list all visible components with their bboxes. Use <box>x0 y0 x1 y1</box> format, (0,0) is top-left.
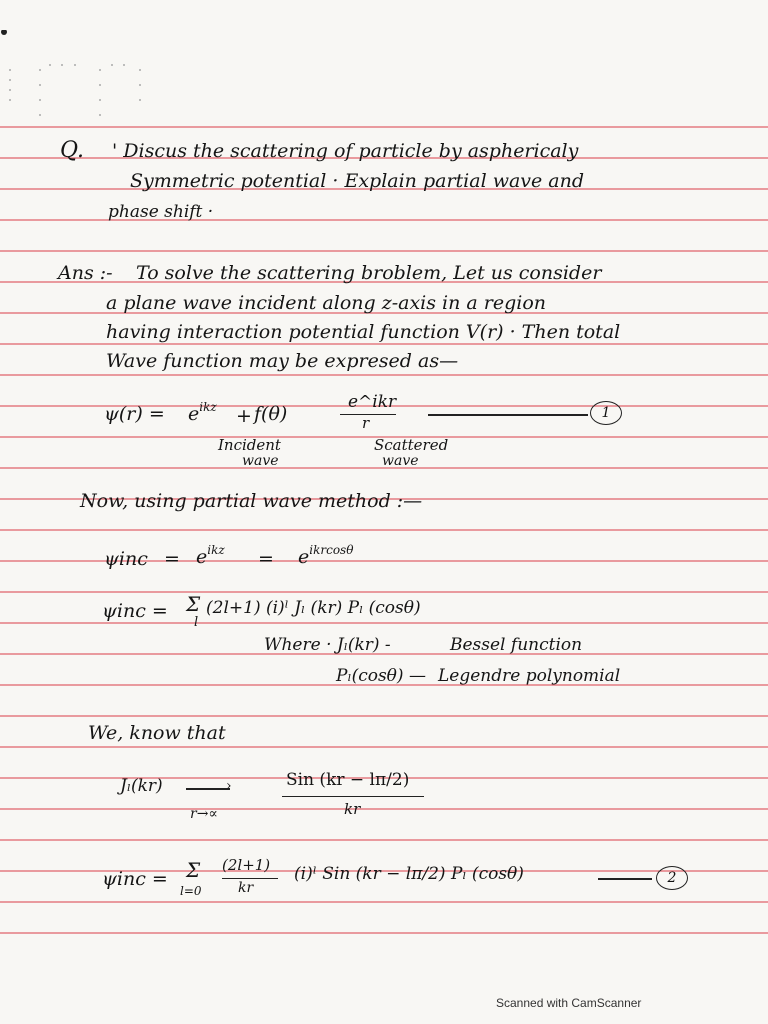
eq2-frac-den: kr <box>238 880 254 896</box>
limit-den: kr <box>344 800 361 818</box>
eq1-incident-wave: wave <box>242 453 279 469</box>
eq2-lhs: ψinc = <box>102 868 168 890</box>
eq-inc2-lhs: ψinc = <box>102 600 168 622</box>
where-line-2a: Pₗ(cosθ) — <box>336 666 426 686</box>
eq-inc2-body: (2l+1) (i)ˡ Jₗ (kr) Pₗ (cosθ) <box>206 598 421 618</box>
where-line-1a: Where · Jₗ(kr) - <box>264 635 391 655</box>
limit-arrowhead: › <box>226 778 232 794</box>
limit-frac-bar <box>282 796 424 797</box>
answer-label: Ans :- <box>58 262 113 284</box>
limit-num: Sin (kr − lπ/2) <box>286 770 410 790</box>
eq1-number: 1 <box>590 401 622 425</box>
faint-dots <box>0 30 160 130</box>
eq2-frac-num: (2l+1) <box>222 856 271 874</box>
eq1-lhs: ψ(r) = <box>104 403 165 425</box>
eq-inc2-sum: Σ <box>186 592 201 616</box>
answer-line-1: To solve the scattering broblem, Let us consider <box>136 262 602 284</box>
limit-under: r→∝ <box>190 806 218 822</box>
eq1-incident: Incident <box>218 436 281 454</box>
eq-inc2-sum-sub: l <box>194 615 199 630</box>
method-line: Now, using partial wave method :— <box>80 490 423 512</box>
question-line-1: ' Discus the scattering of particle by asphericaly <box>112 140 579 162</box>
question-label: Q. <box>60 138 84 163</box>
eq1-scattered: Scattered <box>374 436 449 454</box>
eq2-body: (i)ˡ Sin (kr − lπ/2) Pₗ (cosθ) <box>294 864 524 884</box>
question-line-3: phase shift · <box>108 202 214 222</box>
eq1-term2: f(θ) <box>254 403 288 425</box>
answer-line-3: having interaction potential function V(r) · Then total <box>106 321 621 343</box>
know-line: We, know that <box>88 722 226 744</box>
eq1-frac-den: r <box>362 414 370 432</box>
question-line-2: Symmetric potential · Explain partial wave and <box>130 170 585 192</box>
eq-inc1-eq2: = <box>258 548 274 570</box>
eq2-sum-sub: l=0 <box>180 884 202 898</box>
limit-arrow <box>186 788 230 790</box>
eq2-number-line <box>598 878 652 880</box>
answer-line-2: a plane wave incident along z-axis in a region <box>106 292 546 314</box>
eq2-sum: Σ <box>186 858 201 882</box>
where-line-1b: Bessel function <box>450 635 583 655</box>
eq2-number: 2 <box>656 866 688 890</box>
eq1-term1: $e^{ikz}$ <box>188 400 217 425</box>
eq1-scattered-wave: wave <box>382 453 419 469</box>
where-line-2b: Legendre polynomial <box>438 666 621 686</box>
limit-lhs: Jₗ(kr) <box>120 776 163 796</box>
eq-inc1-mid: $e^{ikz}$ <box>196 543 225 568</box>
eq1-plus: + <box>236 405 252 427</box>
scanner-footer: Scanned with CamScanner <box>496 996 642 1010</box>
eq1-number-line <box>428 414 588 416</box>
eq-inc1-eq1: = <box>164 548 180 570</box>
answer-line-4: Wave function may be expresed as— <box>106 350 459 372</box>
eq-inc1-rhs: $e^{ikrcos\theta}$ <box>298 543 354 568</box>
eq-inc1-lhs: ψinc <box>104 548 148 570</box>
eq1-frac-num: e^ikr <box>348 392 397 412</box>
